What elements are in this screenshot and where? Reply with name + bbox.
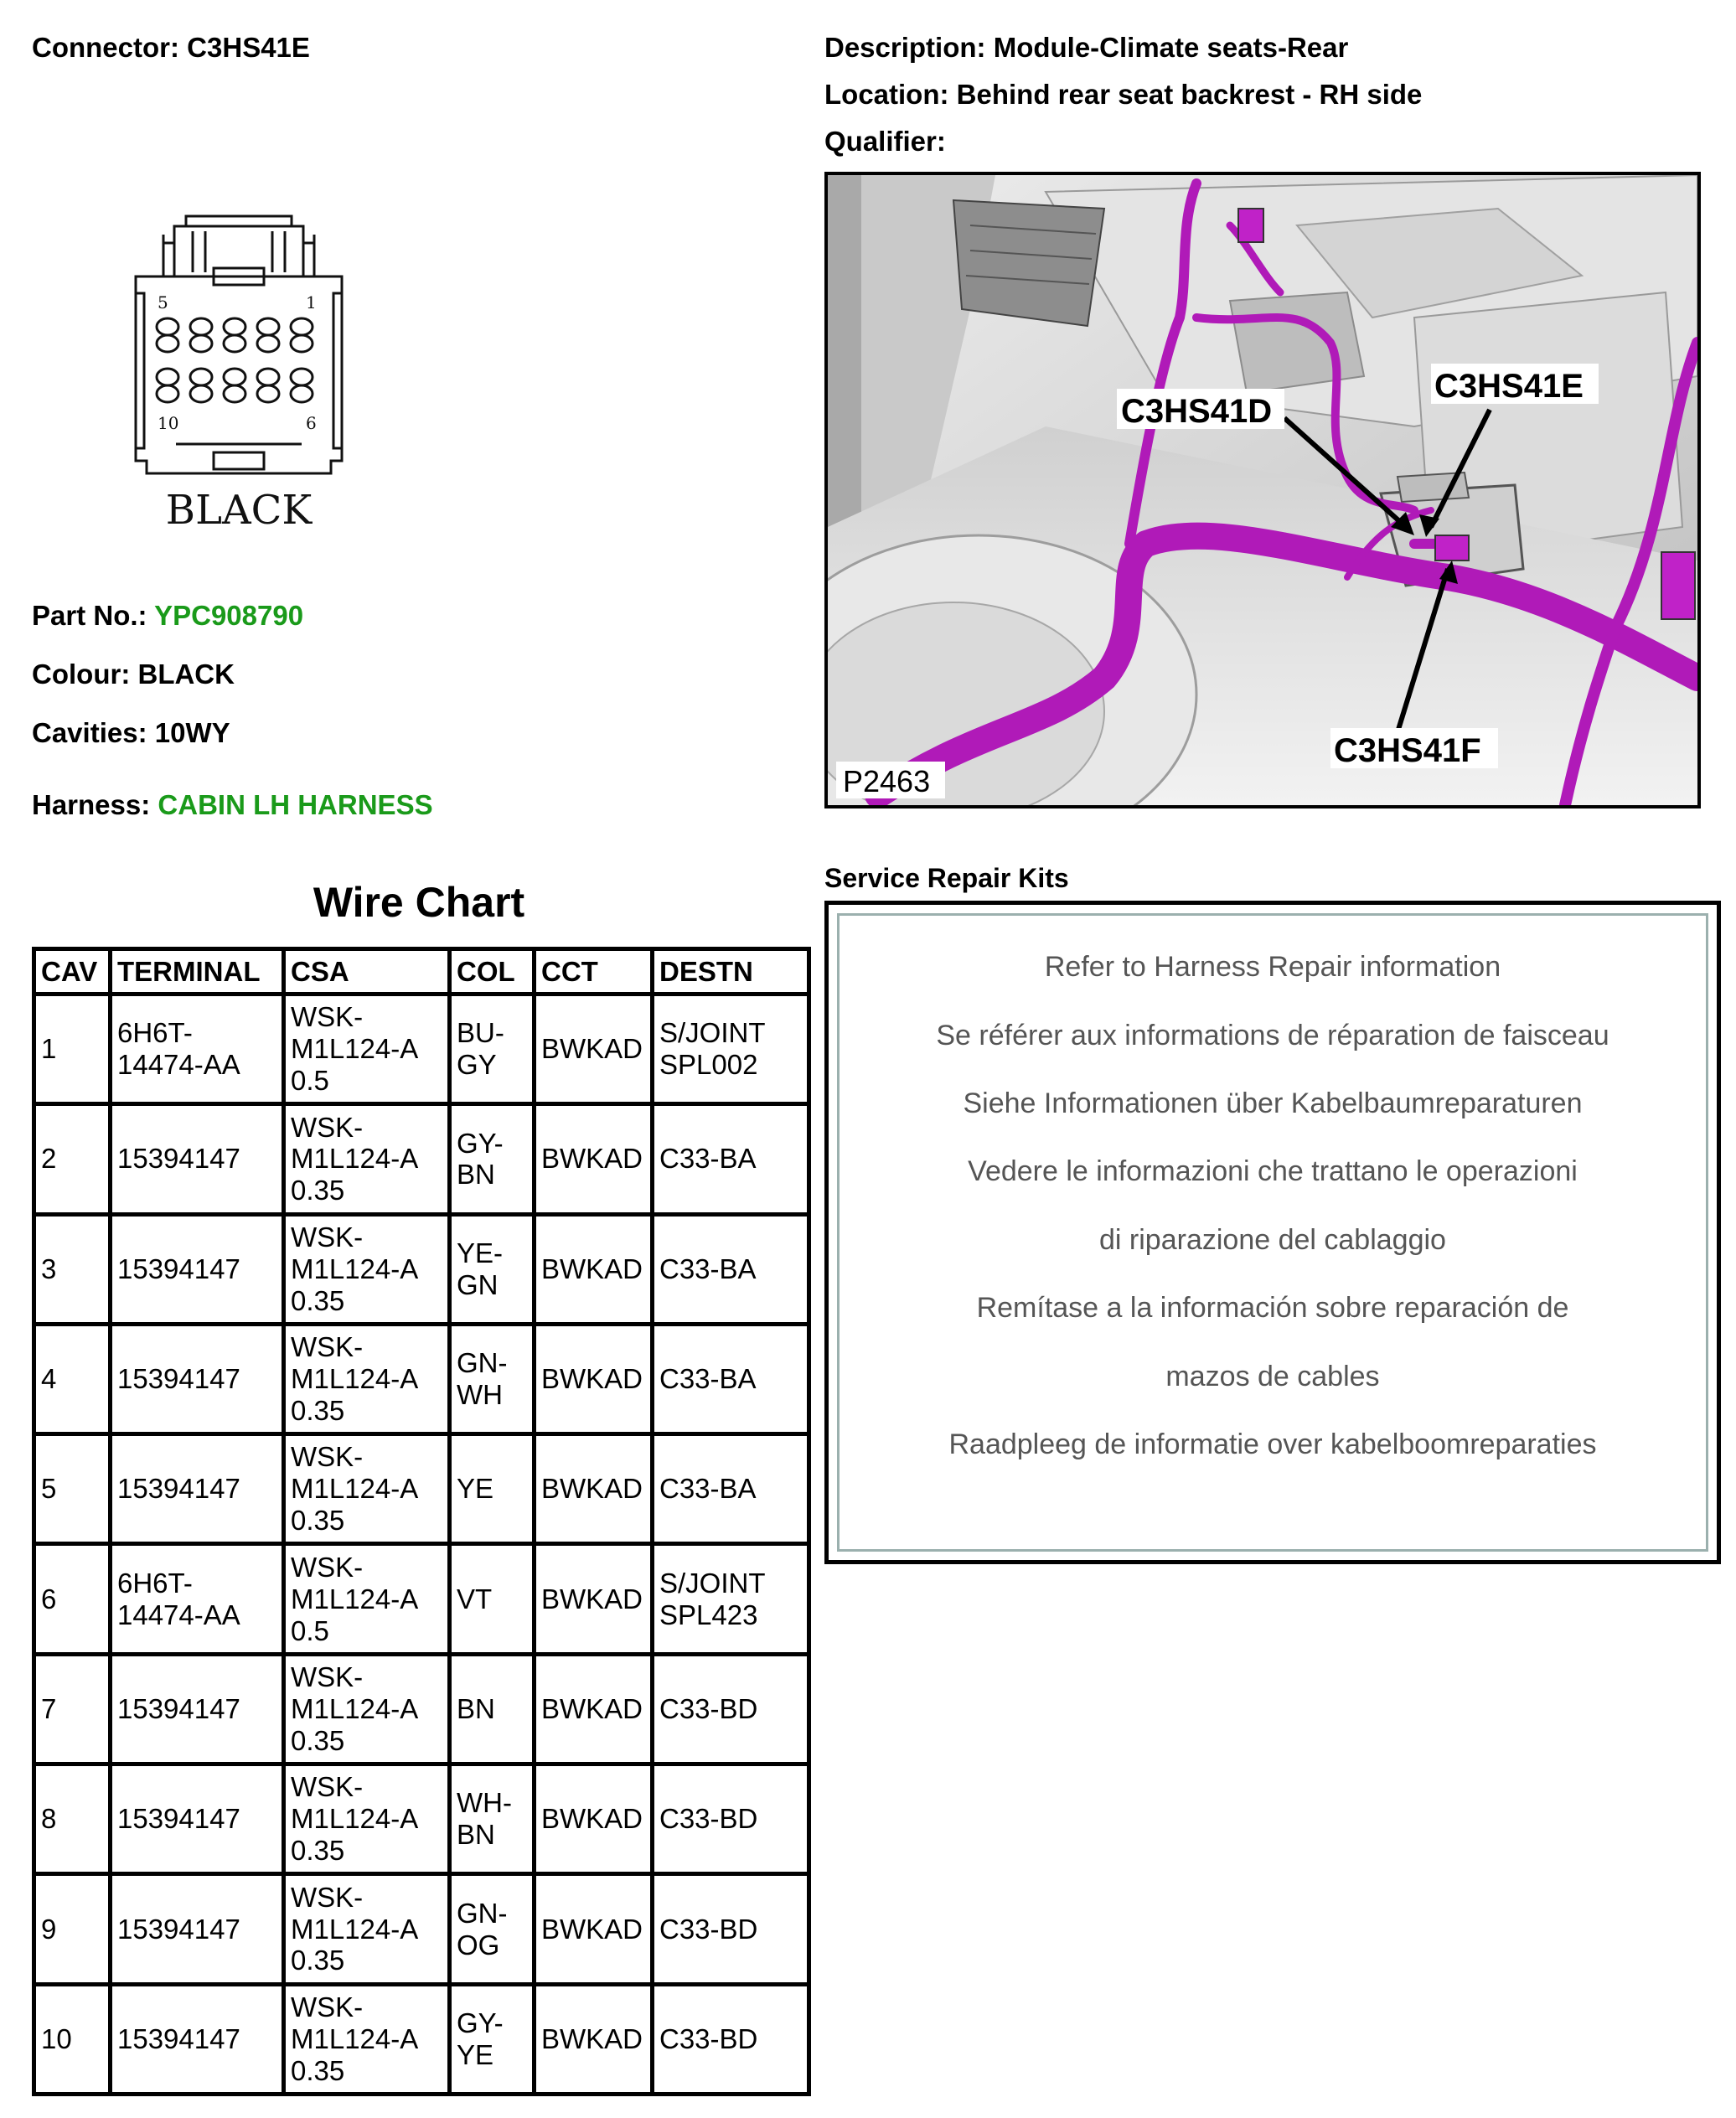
harness-link[interactable]: CABIN LH HARNESS xyxy=(158,789,433,820)
table-row xyxy=(34,1214,809,1324)
kit-line-en: Refer to Harness Repair information xyxy=(1044,951,1501,983)
kit-line-de: Siehe Informationen über Kabelbaumreparaturen xyxy=(963,1087,1583,1119)
description-label: Description: xyxy=(824,32,986,63)
table-row xyxy=(34,994,809,1104)
cell-col: WH-BN xyxy=(450,1764,535,1874)
kit-line-nl: Raadpleeg de informatie over kabelboomreparaties xyxy=(948,1428,1597,1460)
wire-chart-header-row xyxy=(34,949,809,994)
qualifier-row xyxy=(824,126,946,158)
cavity-row-bottom xyxy=(157,369,313,402)
cell-col: YE-GN xyxy=(450,1214,535,1324)
wire-chart-title: Wire Chart xyxy=(313,879,525,926)
cell-col: VT xyxy=(450,1544,535,1654)
cell-terminal: 15394147 xyxy=(111,1874,284,1984)
part-number-row xyxy=(32,600,303,632)
colour-value: BLACK xyxy=(137,659,235,690)
kit-line-fr: Se référer aux informations de réparation de faisceau xyxy=(936,1020,1609,1051)
cavity-row-top xyxy=(157,318,313,352)
cell-destn: C33-BD xyxy=(653,1764,809,1874)
colour-label: Colour: xyxy=(32,659,131,690)
header-col: COL xyxy=(450,949,535,994)
service-kits-inner-frame xyxy=(837,913,1708,1552)
cell-terminal: 6H6T-14474-AA xyxy=(111,994,284,1104)
cell-cav: 1 xyxy=(34,994,111,1104)
cell-destn: C33-BA xyxy=(653,1434,809,1544)
header-destn: DESTN xyxy=(653,949,809,994)
connector-colour-caption: BLACK xyxy=(165,487,313,534)
cell-destn: S/JOINT SPL423 xyxy=(653,1544,809,1654)
cell-cct: BWKAD xyxy=(535,1104,653,1214)
cell-csa: WSK-M1L124-A 0.35 xyxy=(284,1434,450,1544)
cell-col: GN-WH xyxy=(450,1324,535,1434)
cell-terminal: 6H6T-14474-AA xyxy=(111,1544,284,1654)
cell-terminal: 15394147 xyxy=(111,1764,284,1874)
cell-destn: C33-BA xyxy=(653,1214,809,1324)
cell-terminal: 15394147 xyxy=(111,1324,284,1434)
cell-destn: C33-BA xyxy=(653,1324,809,1434)
cell-csa: WSK-M1L124-A 0.35 xyxy=(284,1324,450,1434)
harness-label: Harness: xyxy=(32,789,151,820)
table-row xyxy=(34,1324,809,1434)
cavities-value: 10WY xyxy=(154,717,230,748)
cell-terminal: 15394147 xyxy=(111,1984,284,2094)
kit-line-es-1: Remítase a la información sobre reparación de xyxy=(976,1292,1569,1324)
cell-cav: 9 xyxy=(34,1874,111,1984)
cell-destn: C33-BD xyxy=(653,1874,809,1984)
table-row xyxy=(34,1544,809,1654)
kit-line-it-1: Vedere le informazioni che trattano le operazioni xyxy=(968,1155,1578,1187)
cell-cav: 4 xyxy=(34,1324,111,1434)
cell-cct: BWKAD xyxy=(535,1984,653,2094)
connector-face-drawing xyxy=(126,209,377,545)
cell-cct: BWKAD xyxy=(535,1544,653,1654)
pin-number-1: 1 xyxy=(306,292,317,313)
cell-col: BU-GY xyxy=(450,994,535,1104)
header-terminal: TERMINAL xyxy=(111,949,284,994)
cell-terminal: 15394147 xyxy=(111,1214,284,1324)
cell-destn: C33-BA xyxy=(653,1104,809,1214)
kit-line-es-2: mazos de cables xyxy=(1165,1361,1380,1392)
header-cct: CCT xyxy=(535,949,653,994)
wire-chart-table xyxy=(32,947,811,2096)
location-value: Behind rear seat backrest - RH side xyxy=(956,79,1423,110)
cell-col: GY-BN xyxy=(450,1104,535,1214)
connector-label-key: Connector: xyxy=(32,32,179,63)
qualifier-label: Qualifier: xyxy=(824,126,946,157)
location-label: Location: xyxy=(824,79,949,110)
cell-cav: 3 xyxy=(34,1214,111,1324)
part-number-link[interactable]: YPC908790 xyxy=(154,600,304,631)
cell-terminal: 15394147 xyxy=(111,1434,284,1544)
cell-csa: WSK-M1L124-A 0.5 xyxy=(284,1544,450,1654)
cell-csa: WSK-M1L124-A 0.35 xyxy=(284,1984,450,2094)
locator-illustration xyxy=(824,172,1701,808)
cell-cav: 10 xyxy=(34,1984,111,2094)
cell-csa: WSK-M1L124-A 0.35 xyxy=(284,1764,450,1874)
table-row xyxy=(34,1874,809,1984)
harness-row xyxy=(32,789,433,821)
cell-col: YE xyxy=(450,1434,535,1544)
cell-terminal: 15394147 xyxy=(111,1654,284,1764)
cell-csa: WSK-M1L124-A 0.35 xyxy=(284,1104,450,1214)
cell-csa: WSK-M1L124-A 0.5 xyxy=(284,994,450,1104)
cell-col: GN-OG xyxy=(450,1874,535,1984)
header-csa: CSA xyxy=(284,949,450,994)
callout-c3hs41d: C3HS41D xyxy=(1121,393,1273,430)
cell-cct: BWKAD xyxy=(535,1764,653,1874)
pin-number-10: 10 xyxy=(158,413,179,433)
callout-c3hs41f: C3HS41F xyxy=(1334,732,1481,769)
cell-cct: BWKAD xyxy=(535,1434,653,1544)
cell-cct: BWKAD xyxy=(535,1214,653,1324)
cell-cav: 2 xyxy=(34,1104,111,1214)
table-row xyxy=(34,1104,809,1214)
cell-destn: S/JOINT SPL002 xyxy=(653,994,809,1104)
location-row xyxy=(824,79,1422,111)
cell-cav: 5 xyxy=(34,1434,111,1544)
cavities-label: Cavities: xyxy=(32,717,147,748)
cell-csa: WSK-M1L124-A 0.35 xyxy=(284,1654,450,1764)
kit-line-it-2: di riparazione del cablaggio xyxy=(1099,1224,1446,1256)
cavities-row xyxy=(32,717,230,749)
cell-cct: BWKAD xyxy=(535,1874,653,1984)
header-cav: CAV xyxy=(34,949,111,994)
table-row xyxy=(34,1654,809,1764)
service-kits-title: Service Repair Kits xyxy=(824,863,1069,893)
cell-col: GY-YE xyxy=(450,1984,535,2094)
cell-destn: C33-BD xyxy=(653,1654,809,1764)
cell-csa: WSK-M1L124-A 0.35 xyxy=(284,1874,450,1984)
pin-number-5: 5 xyxy=(158,292,168,313)
pin-number-6: 6 xyxy=(306,413,317,433)
table-row xyxy=(34,1984,809,2094)
service-kits-box xyxy=(824,901,1721,1564)
connector-face-svg xyxy=(126,209,377,545)
cell-col: BN xyxy=(450,1654,535,1764)
connector-label xyxy=(32,32,310,64)
callout-c3hs41e: C3HS41E xyxy=(1434,368,1584,405)
cell-cav: 8 xyxy=(34,1764,111,1874)
cell-csa: WSK-M1L124-A 0.35 xyxy=(284,1214,450,1324)
description-row xyxy=(824,32,1348,64)
locator-illustration-svg xyxy=(828,175,1697,805)
cell-cct: BWKAD xyxy=(535,1324,653,1434)
cell-destn: C33-BD xyxy=(653,1984,809,2094)
colour-row xyxy=(32,659,235,690)
part-number-label: Part No.: xyxy=(32,600,147,631)
cell-cct: BWKAD xyxy=(535,1654,653,1764)
cell-terminal: 15394147 xyxy=(111,1104,284,1214)
table-row xyxy=(34,1764,809,1874)
cell-cav: 7 xyxy=(34,1654,111,1764)
figure-id: P2463 xyxy=(843,764,931,798)
description-value: Module-Climate seats-Rear xyxy=(993,32,1349,63)
connector-id: C3HS41E xyxy=(187,32,310,63)
cell-cct: BWKAD xyxy=(535,994,653,1104)
table-row xyxy=(34,1434,809,1544)
cell-cav: 6 xyxy=(34,1544,111,1654)
